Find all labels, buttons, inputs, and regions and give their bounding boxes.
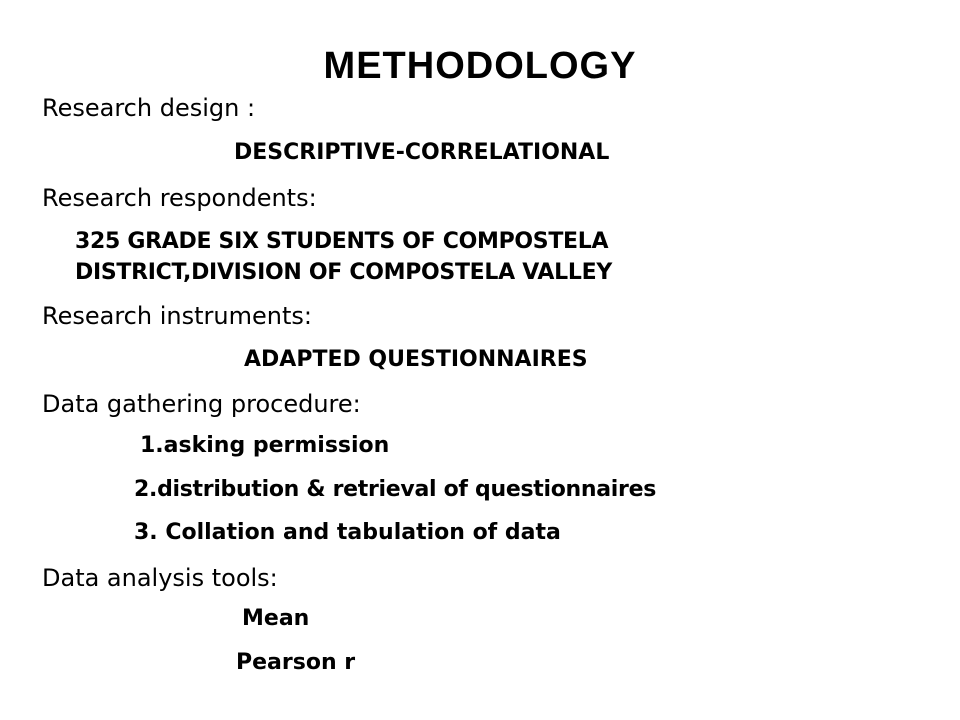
research-instruments-value: ADAPTED QUESTIONNAIRES bbox=[244, 347, 588, 372]
research-instruments-label: Research instruments: bbox=[42, 302, 312, 330]
research-respondents-label: Research respondents: bbox=[42, 184, 317, 212]
data-gathering-label: Data gathering procedure: bbox=[42, 390, 361, 418]
procedure-step-3: 3. Collation and tabulation of data bbox=[134, 520, 561, 545]
slide-title: METHODOLOGY bbox=[323, 45, 637, 87]
research-respondents-value-line1: 325 GRADE SIX STUDENTS OF COMPOSTELA bbox=[75, 229, 609, 254]
research-respondents-value-line2: DISTRICT,DIVISION OF COMPOSTELA VALLEY bbox=[75, 260, 612, 285]
research-design-label: Research design : bbox=[42, 94, 256, 122]
procedure-step-1: 1.asking permission bbox=[140, 433, 390, 458]
research-design-value: DESCRIPTIVE-CORRELATIONAL bbox=[234, 140, 610, 165]
analysis-tool-mean: Mean bbox=[242, 606, 310, 631]
analysis-tool-pearson: Pearson r bbox=[236, 650, 356, 675]
data-analysis-label: Data analysis tools: bbox=[42, 564, 278, 592]
procedure-step-2: 2.distribution & retrieval of questionnaires bbox=[134, 477, 657, 502]
